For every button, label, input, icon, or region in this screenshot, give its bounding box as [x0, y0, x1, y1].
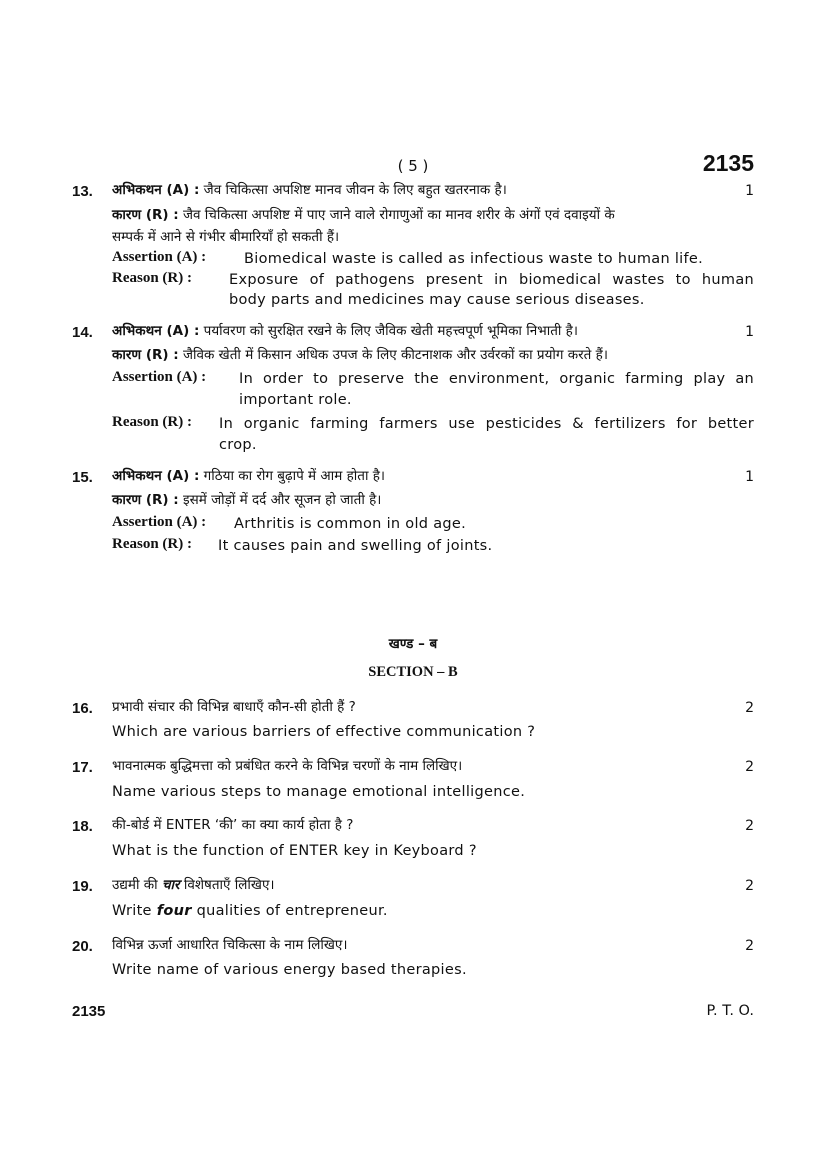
q20-hindi: विभिन्न ऊर्जा आधारित चिकित्सा के नाम लिखिए।: [112, 937, 348, 953]
q17-english: Name various steps to manage emotional intelligence.: [112, 784, 526, 800]
page-number: ( 5 ): [397, 157, 429, 175]
question-number-16: 16.: [72, 700, 93, 717]
q19-hindi-emphasis: चार: [161, 877, 180, 893]
q14-hindi-assertion: [112, 320, 754, 342]
q18-hindi: की-बोर्ड में ENTER ‘की’ का क्या कार्य होता है ?: [112, 817, 354, 833]
q13-en-reason-line1: Exposure of pathogens present in biomedical wastes to human: [229, 272, 754, 288]
hi-reason-text: जैविक खेती में किसान अधिक उपज के लिए कीटनाशक और उर्वरकों का प्रयोग करते हैं।: [182, 347, 608, 363]
paper-code: 2135: [702, 150, 754, 176]
q15-hindi-reason: [112, 489, 754, 511]
q14-en-reason-line2: crop.: [219, 437, 257, 453]
q13-en-assertion-label: Assertion (A) :: [112, 249, 207, 265]
q15-en-assertion: Arthritis is common in old age.: [234, 516, 467, 532]
q19-english: [112, 901, 388, 921]
q15-en-reason: It causes pain and swelling of joints.: [218, 538, 493, 554]
q14-en-reason-label: Reason (R) :: [112, 414, 192, 430]
question-16-marks: 2: [745, 700, 754, 716]
q14-hindi-reason: [112, 344, 754, 366]
question-14-marks: 1: [745, 324, 754, 340]
q19-english-pre: Write: [112, 903, 152, 919]
q15-hindi-assertion: [112, 465, 754, 487]
q14-en-assertion-line2: important role.: [239, 392, 352, 408]
section-title-hindi: खण्ड – ब: [388, 636, 438, 652]
hi-reason-label: कारण (R) :: [112, 347, 179, 363]
q19-english-post: qualities of entrepreneur.: [196, 903, 388, 919]
question-13-marks: 1: [745, 183, 754, 199]
question-number-14: 14.: [72, 324, 93, 341]
q19-hindi-post: विशेषताएँ लिखिए।: [183, 877, 275, 893]
question-15-marks: 1: [745, 469, 754, 485]
question-19-marks: 2: [745, 878, 754, 894]
hi-reason-label: कारण (R) :: [112, 207, 179, 223]
q14-en-assertion-line1: In order to preserve the environment, organic farming play an: [239, 371, 754, 387]
hi-reason-label: कारण (R) :: [112, 492, 179, 508]
q13-hindi-reason-line2: सम्पर्क में आने से गंभीर बीमारियाँ हो सकती हैं।: [112, 229, 340, 245]
hi-assertion-label: अभिकथन (A) :: [112, 468, 200, 484]
question-20-marks: 2: [745, 938, 754, 954]
q13-en-reason-line2: body parts and medicines may cause serious diseases.: [229, 292, 645, 308]
question-number-18: 18.: [72, 818, 93, 835]
q13-en-reason-label: Reason (R) :: [112, 270, 192, 286]
question-number-19: 19.: [72, 878, 93, 895]
q14-en-reason-line1: In organic farming farmers use pesticides & fertilizers for better: [219, 416, 754, 432]
hi-assertion-text: गठिया का रोग बुढ़ापे में आम होता है।: [203, 468, 386, 484]
section-title-english: SECTION – B: [368, 664, 458, 680]
q13-en-assertion: Biomedical waste is called as infectious waste to human life.: [244, 251, 704, 267]
q13-hindi-assertion: [112, 179, 754, 201]
footer-pto: P. T. O.: [706, 1003, 754, 1019]
hi-assertion-label: अभिकथन (A) :: [112, 323, 200, 339]
q19-english-emphasis: four: [156, 903, 192, 919]
q15-en-assertion-label: Assertion (A) :: [112, 514, 207, 530]
question-number-20: 20.: [72, 938, 93, 955]
question-17-marks: 2: [745, 759, 754, 775]
hi-assertion-label: अभिकथन (A) :: [112, 182, 200, 198]
q20-english: Write name of various energy based therapies.: [112, 962, 467, 978]
hi-reason-text: इसमें जोड़ों में दर्द और सूजन हो जाती है।: [182, 492, 382, 508]
hi-reason-text-line1: जैव चिकित्सा अपशिष्ट में पाए जाने वाले रोगाणुओं का मानव शरीर के अंगों एवं दवाइयों के: [182, 207, 615, 223]
question-18-marks: 2: [745, 818, 754, 834]
q18-english: What is the function of ENTER key in Keyboard ?: [112, 843, 477, 859]
q16-english: Which are various barriers of effective communication ?: [112, 724, 536, 740]
q16-hindi: प्रभावी संचार की विभिन्न बाधाएँ कौन-सी होती हैं ?: [112, 699, 356, 715]
q15-en-reason-label: Reason (R) :: [112, 536, 192, 552]
q14-en-assertion-label: Assertion (A) :: [112, 369, 207, 385]
q13-hindi-reason: [112, 204, 754, 226]
question-number-15: 15.: [72, 469, 93, 486]
question-number-17: 17.: [72, 759, 93, 776]
hi-assertion-text: जैव चिकित्सा अपशिष्ट मानव जीवन के लिए बहुत खतरनाक है।: [203, 182, 507, 198]
q19-hindi: [112, 874, 754, 896]
footer-paper-code: 2135: [72, 1003, 106, 1020]
hi-assertion-text: पर्यावरण को सुरक्षित रखने के लिए जैविक खेती महत्त्वपूर्ण भूमिका निभाती है।: [203, 323, 578, 339]
q19-hindi-pre: उद्यमी की: [112, 877, 158, 893]
q17-hindi: भावनात्मक बुद्धिमत्ता को प्रबंधित करने के विभिन्न चरणों के नाम लिखिए।: [112, 758, 463, 774]
question-number-13: 13.: [72, 183, 93, 200]
